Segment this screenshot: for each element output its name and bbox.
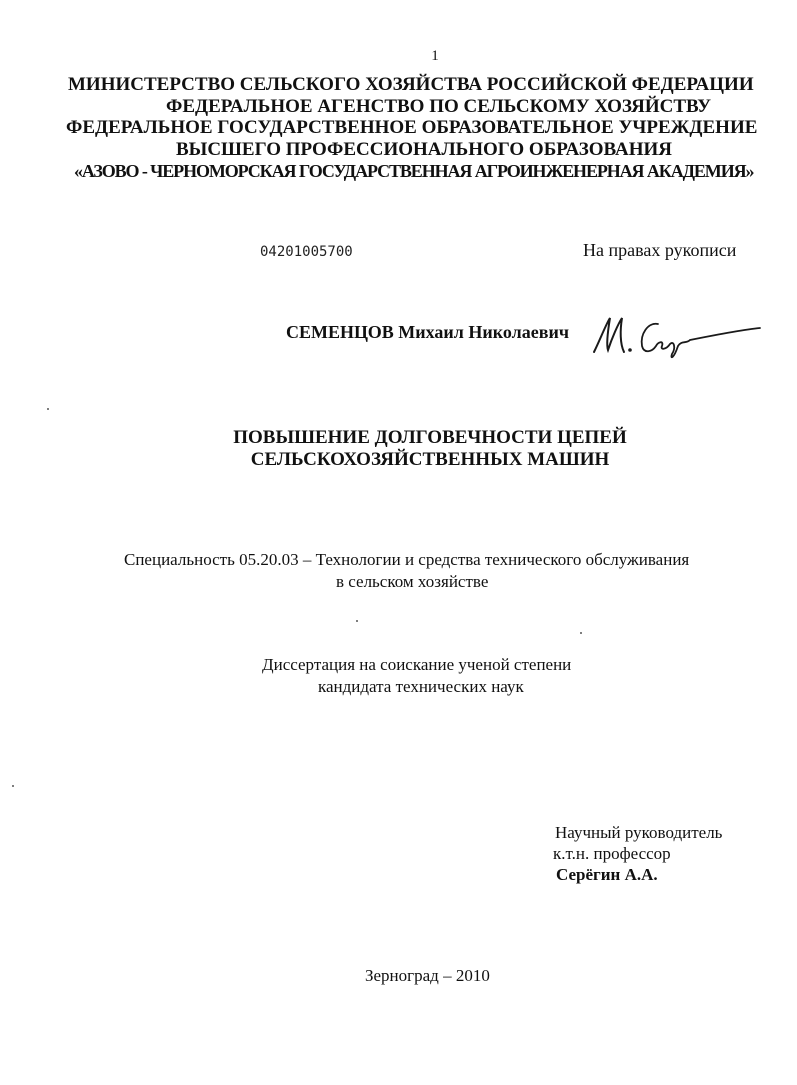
page-number: 1 <box>431 48 439 64</box>
supervisor-role: Научный руководитель <box>555 823 723 842</box>
author-name: СЕМЕНЦОВ Михаил Николаевич <box>286 322 569 342</box>
dissertation-line-2: кандидата технических наук <box>318 677 524 696</box>
place-year: Зерноград – 2010 <box>365 966 490 985</box>
academy-name: «АЗОВО - ЧЕРНОМОРСКАЯ ГОСУДАРСТВЕННАЯ АГРОИНЖЕНЕРНАЯ АКАДЕМИЯ» <box>74 161 754 181</box>
specialty-line-2: в сельском хозяйстве <box>336 572 489 591</box>
supervisor-degree: к.т.н. профессор <box>553 844 671 863</box>
scan-speck <box>356 620 358 622</box>
scan-speck <box>47 408 49 410</box>
specialty-line-1: Специальность 05.20.03 – Технологии и средства технического обслуживания <box>124 550 690 569</box>
dissertation-line-1: Диссертация на соискание ученой степени <box>262 655 572 674</box>
scan-speck <box>12 785 14 787</box>
thesis-title-line-1: ПОВЫШЕНИЕ ДОЛГОВЕЧНОСТИ ЦЕПЕЙ <box>233 427 627 448</box>
institution-heading: ФЕДЕРАЛЬНОЕ ГОСУДАРСТВЕННОЕ ОБРАЗОВАТЕЛЬНОЕ УЧРЕЖДЕНИЕ <box>66 117 758 138</box>
scan-speck <box>580 632 582 634</box>
author-signature <box>590 310 765 365</box>
thesis-title-line-2: СЕЛЬСКОХОЗЯЙСТВЕННЫХ МАШИН <box>250 449 610 470</box>
supervisor-name: Серёгин А.А. <box>556 865 658 884</box>
catalog-code: 04201005700 <box>260 244 353 260</box>
ministry-heading: МИНИСТЕРСТВО СЕЛЬСКОГО ХОЗЯЙСТВА РОССИЙСКОЙ ФЕДЕРАЦИИ <box>68 74 754 95</box>
rights-note: На правах рукописи <box>583 240 737 260</box>
agency-heading: ФЕДЕРАЛЬНОЕ АГЕНСТВО ПО СЕЛЬСКОМУ ХОЗЯЙСТВУ <box>166 96 712 117</box>
institution-level-heading: ВЫСШЕГО ПРОФЕССИОНАЛЬНОГО ОБРАЗОВАНИЯ <box>176 139 672 160</box>
